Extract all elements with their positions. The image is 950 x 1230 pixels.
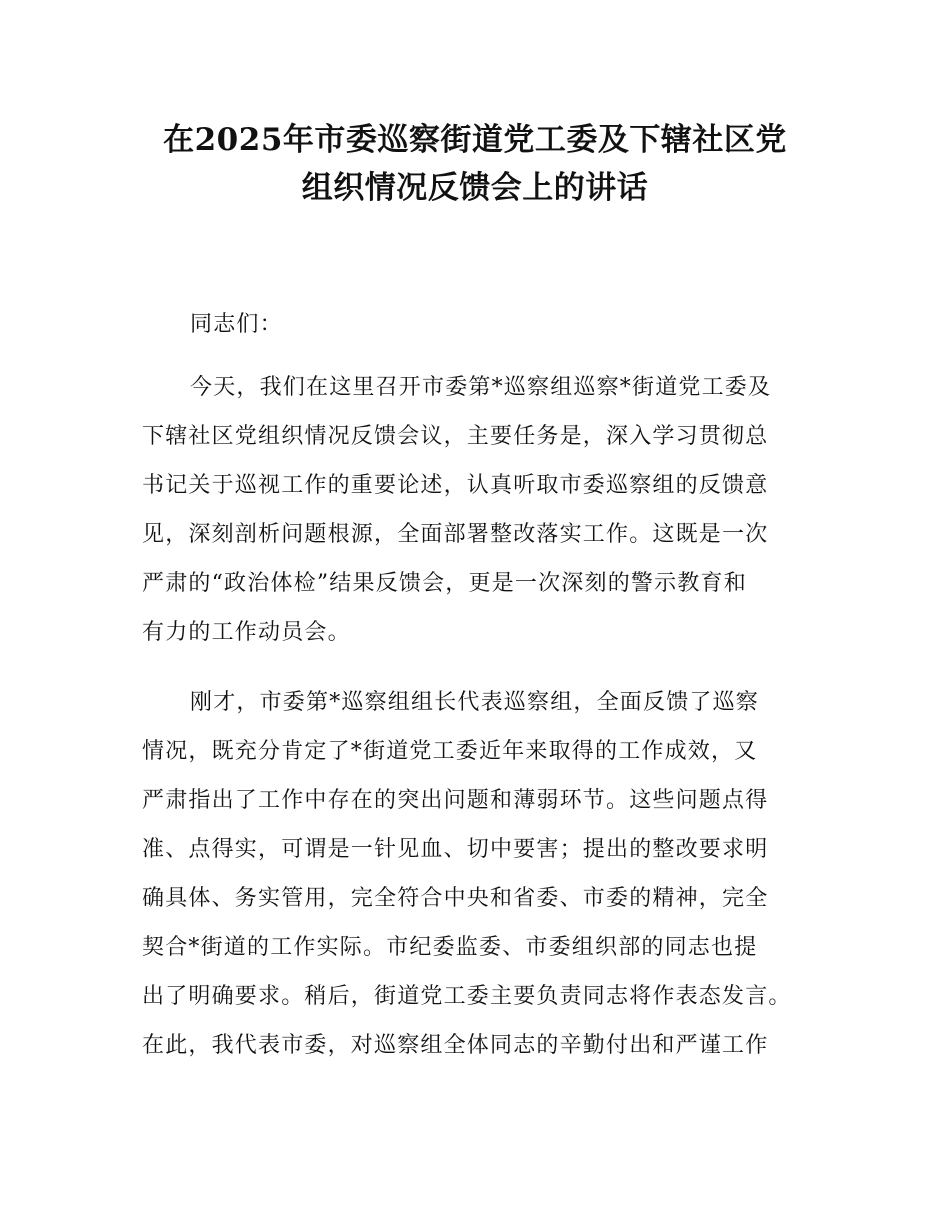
paragraph-line: 严肃的“政治体检”结果反馈会，更是一次深刻的警示教育和 [142, 571, 747, 596]
document-title-line-1: 在2025年市委巡察街道党工委及下辖社区党 [163, 122, 787, 158]
paragraph-line: 有力的工作动员会。 [142, 620, 351, 645]
paragraph-line: 出了明确要求。稍后，街道党工委主要负责同志将作表态发言。 [142, 984, 792, 1009]
paragraph-line: 刚才，市委第*巡察组组长代表巡察组，全面反馈了巡察 [190, 690, 760, 715]
paragraph-line: 准、点得实，可谓是一针见血、切中要害；提出的整改要求明 [142, 837, 769, 862]
paragraph-line: 书记关于巡视工作的重要论述，认真听取市委巡察组的反馈意 [142, 473, 769, 498]
paragraph-line: 今天，我们在这里召开市委第*巡察组巡察*街道党工委及 [190, 375, 772, 400]
paragraph-line: 契合*街道的工作实际。市纪委监委、市委组织部的同志也提 [142, 935, 758, 960]
document-title-line-2: 组织情况反馈会上的讲话 [301, 170, 649, 206]
paragraph-line: 严肃指出了工作中存在的突出问题和薄弱环节。这些问题点得 [142, 788, 769, 813]
paragraph-line: 见，深刻剖析问题根源，全面部署整改落实工作。这既是一次 [142, 522, 769, 547]
salutation: 同志们： [190, 312, 283, 337]
paragraph-line: 情况，既充分肯定了*街道党工委近年来取得的工作成效，又 [142, 739, 758, 764]
paragraph-line: 下辖社区党组织情况反馈会议，主要任务是，深入学习贯彻总 [142, 424, 769, 449]
paragraph-line: 确具体、务实管用，完全符合中央和省委、市委的精神，完全 [142, 886, 769, 911]
paragraph-line: 在此，我代表市委，对巡察组全体同志的辛勤付出和严谨工作 [142, 1033, 769, 1058]
